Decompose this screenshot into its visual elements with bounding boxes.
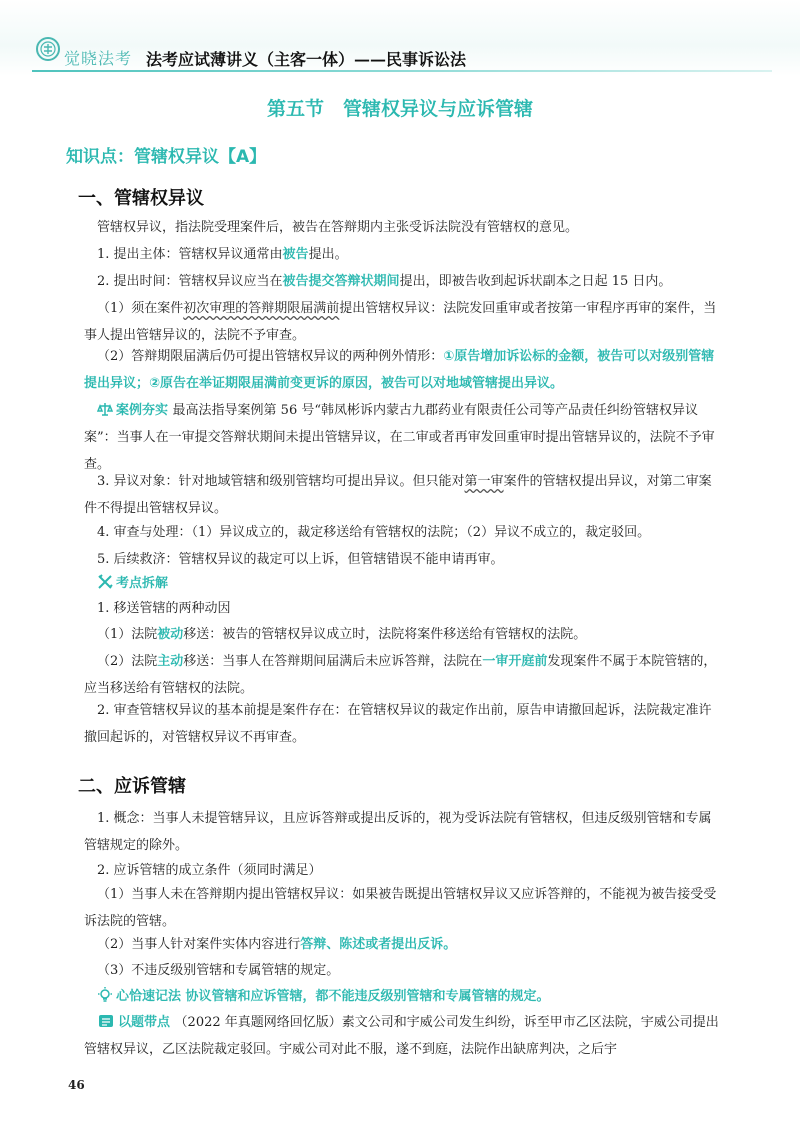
- header-rule: [32, 70, 772, 72]
- exam-example: 以题带点 （2022 年真题网络回忆版）素文公司和宇威公司发生纠纷，诉至甲市乙区法院，宇威公司提出管辖权异议，乙区法院裁定驳回。宇威公司对此不服，遂不到庭，法院作出缺席判决，之后宇: [84, 1015, 719, 1057]
- breakdown-title: 考点拆解: [84, 570, 724, 597]
- document-icon: [97, 1013, 115, 1029]
- breakdown-1-1: （1）法院被动移送：被告的管辖权异议成立时，法院将案件移送给有管辖权的法院。: [97, 627, 587, 642]
- point-2-2: （2）答辩期限届满后仍可提出管辖权异议的两种例外情形：①原告增加诉讼标的金额，被告可以对级别管辖提出异议；②原告在举证期限届满前变更诉的原因，被告可以对地域管辖提出异议。: [84, 349, 715, 391]
- tools-icon: [97, 574, 113, 590]
- breakdown-2: 2. 审查管辖权异议的基本前提是案件存在：在管辖权异议的裁定作出前，原告申请撤回起诉，法院裁定准许撤回起诉的，对管辖权异议不再审查。: [84, 703, 712, 745]
- section-title: 第五节 管辖权异议与应诉管辖: [266, 98, 533, 120]
- scales-icon: [97, 401, 113, 417]
- brand-name: 觉晓法考: [64, 49, 133, 68]
- point-3-object: 3. 异议对象：针对地域管辖和级别管辖均可提出异议。但只能对第一审案件的管辖权提出异议，对第二审案件不得提出管辖权异议。: [84, 474, 712, 516]
- breakdown-1-2: （2）法院主动移送：当事人在答辩期间届满后未应诉答辩，法院在一审开庭前发现案件不属于本院管辖的，应当移送给有管辖权的法院。: [84, 654, 717, 696]
- condition-2: （2）当事人针对案件实体内容进行答辩、陈述或者提出反诉。: [97, 937, 457, 952]
- breakdown-1: 1. 移送管辖的两种动因: [97, 601, 231, 616]
- condition-3: （3）不违反级别管辖和专属管辖的规定。: [97, 963, 340, 978]
- heading-responsive-jurisdiction: 二、应诉管辖: [78, 776, 186, 797]
- point-2-1: （1）须在案件初次审理的答辩期限届满前提出管辖权异议：法院发回重审或者按第一审程序再审的案件，当事人提出管辖异议的，法院不予审查。: [84, 301, 717, 343]
- brand-logo-icon: [35, 36, 61, 62]
- point-1-subject: 1. 提出主体：管辖权异议通常由被告提出。: [97, 247, 348, 262]
- memory-tip: 心恰速记法 协议管辖和应诉管辖，都不能违反级别管辖和专属管辖的规定。: [84, 983, 724, 1010]
- case-example: 案例夯实 最高法指导案例第 56 号“韩凤彬诉内蒙古九郡药业有限责任公司等产品责任纠纷管辖权异议案”：当事人在一审提交答辩状期间未提出管辖异议，在二审或者再审发回重审时提出管辖异议的，法院不予审查。: [84, 403, 715, 472]
- point-2-time: 2. 提出时间：管辖权异议应当在被告提交答辩状期间提出，即被告收到起诉状副本之日起 15 日内。: [97, 274, 672, 289]
- point-5-remedy: 5. 后续救济：管辖权异议的裁定可以上诉，但管辖错误不能申请再审。: [97, 552, 504, 567]
- condition-1: （1）当事人未在答辩期内提出管辖权异议：如果被告既提出管辖权异议又应诉答辩的，不能视为被告接受受诉法院的管辖。: [84, 887, 717, 929]
- definition-paragraph: 管辖权异议，指法院受理案件后，被告在答辩期内主张受诉法院没有管辖权的意见。: [97, 220, 579, 235]
- case-tag: 案例夯实: [97, 403, 173, 418]
- knowledge-point-title: 知识点：管辖权异议【A】: [66, 147, 267, 167]
- heading-jurisdiction-objection: 一、管辖权异议: [78, 188, 204, 209]
- point-4-review: 4. 审查与处理：（1）异议成立的，裁定移送给有管辖权的法院；（2）异议不成立的，裁定驳回。: [97, 525, 651, 540]
- page-number: 46: [68, 1078, 85, 1092]
- lightbulb-icon: [97, 987, 113, 1003]
- conditions-title: 2. 应诉管辖的成立条件（须同时满足）: [97, 863, 322, 878]
- concept-paragraph: 1. 概念：当事人未提管辖异议，且应诉答辩或提出反诉的，视为受诉法院有管辖权，但违反级别管辖和专属管辖规定的除外。: [84, 811, 712, 853]
- book-title: 法考应试薄讲义（主客一体）——民事诉讼法: [146, 50, 467, 69]
